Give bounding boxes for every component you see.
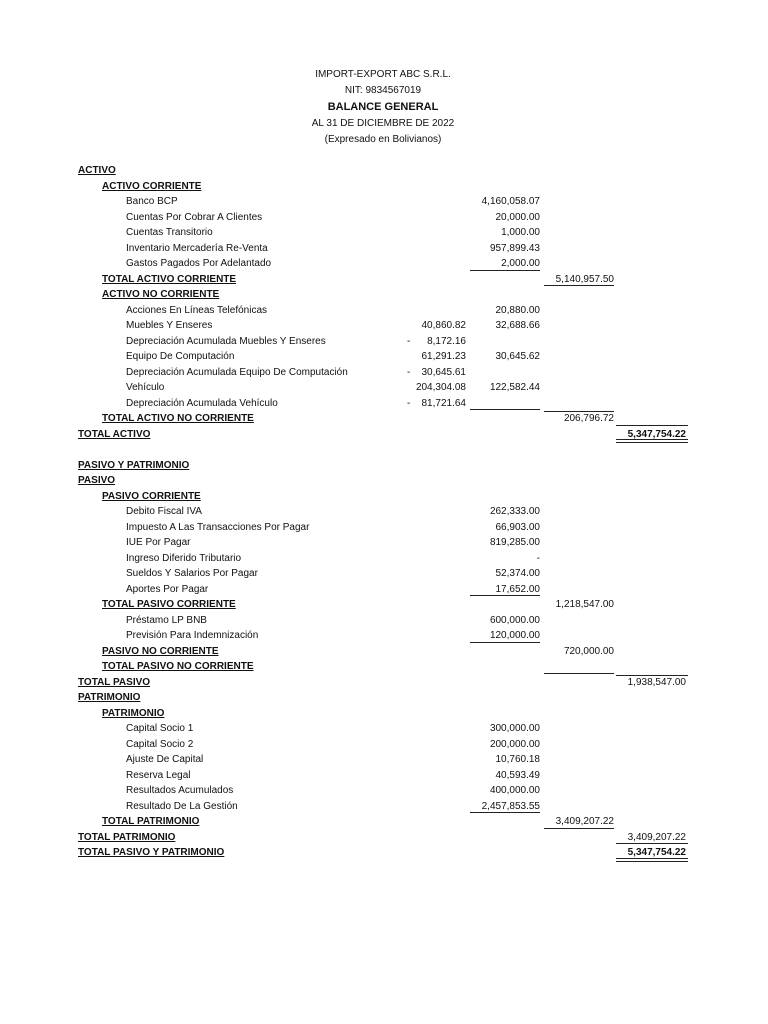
total-activo-label: TOTAL ACTIVO — [78, 428, 151, 440]
total-row — [0, 427, 768, 443]
spacer-row — [0, 442, 768, 458]
section-row — [0, 163, 768, 179]
subtotal-rule — [470, 642, 540, 643]
section-activo-corriente: ACTIVO CORRIENTE — [102, 180, 202, 192]
section-row — [0, 458, 768, 474]
total-pasivo-corriente-amount: 1,218,547.00 — [555, 599, 614, 610]
account-label: Acciones En Líneas Telefónicas — [126, 304, 268, 316]
account-gross-amount: 40,860.82 — [421, 320, 466, 331]
section-row — [0, 473, 768, 489]
account-amount: 20,880.00 — [495, 304, 540, 316]
total-rule — [616, 675, 688, 676]
subtotal-rule — [544, 411, 614, 412]
subtotal-rule — [544, 285, 614, 286]
total-pasivo-corriente-label: TOTAL PASIVO CORRIENTE — [102, 599, 236, 610]
account-gross-amount: 61,291.23 — [421, 351, 466, 362]
total-row — [0, 659, 768, 675]
account-label: Sueldos Y Salarios Por Pagar — [126, 568, 258, 579]
account-label: IUE Por Pagar — [126, 537, 191, 548]
minus-sign: - — [407, 397, 411, 409]
section-pasivo-patrimonio: PASIVO Y PATRIMONIO — [78, 459, 190, 471]
pasivo-no-corriente-label: PASIVO NO CORRIENTE — [102, 645, 219, 657]
table-row — [0, 396, 768, 412]
total-row — [0, 644, 768, 660]
account-amount: 122,582.44 — [489, 382, 540, 393]
subtotal-rule — [470, 595, 540, 596]
account-amount: 52,374.00 — [495, 568, 540, 579]
table-row — [0, 225, 768, 241]
total-pasivo-amount: 1,938,547.00 — [627, 676, 686, 688]
account-label: Previsión Para Indemnización — [126, 630, 259, 641]
table-row — [0, 551, 768, 567]
table-row — [0, 783, 768, 799]
table-row — [0, 256, 768, 272]
account-label: Debito Fiscal IVA — [126, 506, 202, 517]
account-amount: 20,000.00 — [495, 211, 540, 223]
account-label: Préstamo LP BNB — [126, 614, 207, 626]
account-depreciation — [394, 334, 466, 349]
depreciation-amount: 81,721.64 — [421, 397, 466, 409]
table-row — [0, 613, 768, 629]
table-row — [0, 318, 768, 334]
section-row — [0, 489, 768, 505]
grand-total-rule — [616, 858, 688, 862]
total-row — [0, 845, 768, 861]
pasivo-no-corriente-amount: 720,000.00 — [563, 645, 614, 657]
account-label: Ingreso Diferido Tributario — [126, 552, 242, 564]
account-label: Depreciación Acumulada Equipo De Computación — [126, 366, 348, 378]
depreciation-amount: 8,172.16 — [427, 335, 466, 347]
account-amount: 32,688.66 — [495, 320, 540, 331]
minus-sign: - — [407, 366, 411, 378]
section-pasivo: PASIVO — [78, 475, 116, 486]
account-label: Equipo De Computación — [126, 351, 235, 362]
section-row — [0, 287, 768, 303]
account-label: Resultado De La Gestión — [126, 800, 238, 812]
account-amount: 262,333.00 — [489, 506, 540, 517]
total-row — [0, 830, 768, 846]
account-label: Muebles Y Enseres — [126, 320, 213, 331]
total-patrimonio-sub-label: TOTAL PATRIMONIO — [102, 816, 200, 827]
table-row — [0, 582, 768, 598]
company-name: IMPORT-EXPORT ABC S.R.L. — [315, 69, 451, 80]
subtotal-rule — [470, 812, 540, 813]
report-date: AL 31 DE DICIEMBRE DE 2022 — [311, 118, 455, 129]
total-patrimonio-sub-amount: 3,409,207.22 — [555, 816, 614, 827]
account-amount: - — [536, 552, 540, 564]
table-row — [0, 210, 768, 226]
subtotal-rule — [470, 270, 540, 271]
report-title: BALANCE GENERAL — [327, 101, 439, 113]
account-gross-amount: 204,304.08 — [415, 382, 466, 393]
account-amount: 600,000.00 — [489, 614, 540, 626]
table-row — [0, 752, 768, 768]
section-row — [0, 179, 768, 195]
account-amount: 17,652.00 — [495, 583, 540, 595]
account-depreciation — [394, 365, 466, 380]
account-label: Gastos Pagados Por Adelantado — [126, 258, 272, 269]
account-amount: 66,903.00 — [495, 521, 540, 533]
subsection-patrimonio: PATRIMONIO — [102, 707, 165, 719]
account-label: Inventario Mercadería Re-Venta — [126, 242, 268, 254]
total-activo-no-corriente-label: TOTAL ACTIVO NO CORRIENTE — [102, 413, 254, 424]
section-activo: ACTIVO — [78, 165, 116, 176]
section-patrimonio: PATRIMONIO — [78, 692, 141, 703]
table-row — [0, 334, 768, 350]
total-patrimonio-label: TOTAL PATRIMONIO — [78, 831, 176, 843]
total-activo-corriente-amount: 5,140,957.50 — [555, 273, 614, 285]
total-row — [0, 411, 768, 427]
account-label: Resultados Acumulados — [126, 785, 234, 796]
section-row — [0, 690, 768, 706]
total-rule — [616, 843, 688, 844]
account-label: Capital Socio 1 — [126, 723, 194, 734]
table-row — [0, 504, 768, 520]
balance-sheet — [0, 163, 768, 861]
table-row — [0, 799, 768, 815]
total-activo-corriente-label: TOTAL ACTIVO CORRIENTE — [102, 273, 237, 285]
total-pasivo-label: TOTAL PASIVO — [78, 676, 151, 688]
account-label: Depreciación Acumulada Muebles Y Enseres — [126, 335, 326, 347]
account-amount: 1,000.00 — [501, 227, 540, 238]
subtotal-rule — [470, 409, 540, 410]
account-amount: 40,593.49 — [495, 769, 540, 781]
table-row — [0, 721, 768, 737]
total-row — [0, 597, 768, 613]
section-activo-no-corriente: ACTIVO NO CORRIENTE — [102, 289, 220, 300]
subtotal-rule — [544, 828, 614, 829]
account-depreciation — [394, 396, 466, 411]
account-amount: 957,899.43 — [489, 242, 540, 254]
table-row — [0, 241, 768, 257]
account-label: Reserva Legal — [126, 769, 191, 781]
total-pasivo-patrimonio-label: TOTAL PASIVO Y PATRIMONIO — [78, 847, 225, 858]
table-row — [0, 380, 768, 396]
minus-sign: - — [407, 335, 411, 347]
total-activo-no-corriente-amount: 206,796.72 — [563, 413, 614, 424]
account-amount: 120,000.00 — [489, 630, 540, 641]
account-amount: 819,285.00 — [489, 537, 540, 548]
total-pasivo-no-corriente-label: TOTAL PASIVO NO CORRIENTE — [102, 661, 254, 672]
total-pasivo-patrimonio-amount: 5,347,754.22 — [627, 847, 686, 858]
account-amount: 200,000.00 — [489, 738, 540, 750]
table-row — [0, 194, 768, 210]
table-row — [0, 520, 768, 536]
account-amount: 30,645.62 — [495, 351, 540, 362]
total-row — [0, 675, 768, 691]
depreciation-amount: 30,645.61 — [421, 366, 466, 378]
account-label: Aportes Por Pagar — [126, 583, 209, 595]
total-patrimonio-amount: 3,409,207.22 — [627, 831, 686, 843]
table-row — [0, 737, 768, 753]
table-row — [0, 566, 768, 582]
section-row — [0, 706, 768, 722]
total-row — [0, 814, 768, 830]
account-amount: 4,160,058.07 — [481, 196, 540, 207]
account-label: Capital Socio 2 — [126, 738, 194, 750]
account-label: Impuesto A Las Transacciones Por Pagar — [126, 521, 310, 533]
table-row — [0, 303, 768, 319]
report-currency: (Expresado en Bolivianos) — [324, 134, 442, 145]
account-label: Ajuste De Capital — [126, 754, 204, 765]
total-rule — [616, 425, 688, 426]
table-row — [0, 768, 768, 784]
account-amount: 300,000.00 — [489, 723, 540, 734]
account-label: Depreciación Acumulada Vehículo — [126, 397, 278, 409]
total-activo-amount: 5,347,754.22 — [627, 428, 686, 440]
account-label: Cuentas Por Cobrar A Clientes — [126, 211, 263, 223]
subtotal-rule — [544, 673, 614, 674]
account-amount: 400,000.00 — [489, 785, 540, 796]
account-amount: 10,760.18 — [495, 754, 540, 765]
table-row — [0, 365, 768, 381]
account-label: Cuentas Transitorio — [126, 227, 213, 238]
table-row — [0, 628, 768, 644]
account-amount: 2,000.00 — [501, 258, 540, 269]
section-pasivo-corriente: PASIVO CORRIENTE — [102, 490, 201, 502]
total-row — [0, 272, 768, 288]
table-row — [0, 535, 768, 551]
account-amount: 2,457,853.55 — [481, 800, 540, 812]
company-nit: NIT: 9834567019 — [344, 85, 422, 96]
account-label: Vehículo — [126, 382, 165, 393]
account-label: Banco BCP — [126, 196, 178, 207]
table-row — [0, 349, 768, 365]
